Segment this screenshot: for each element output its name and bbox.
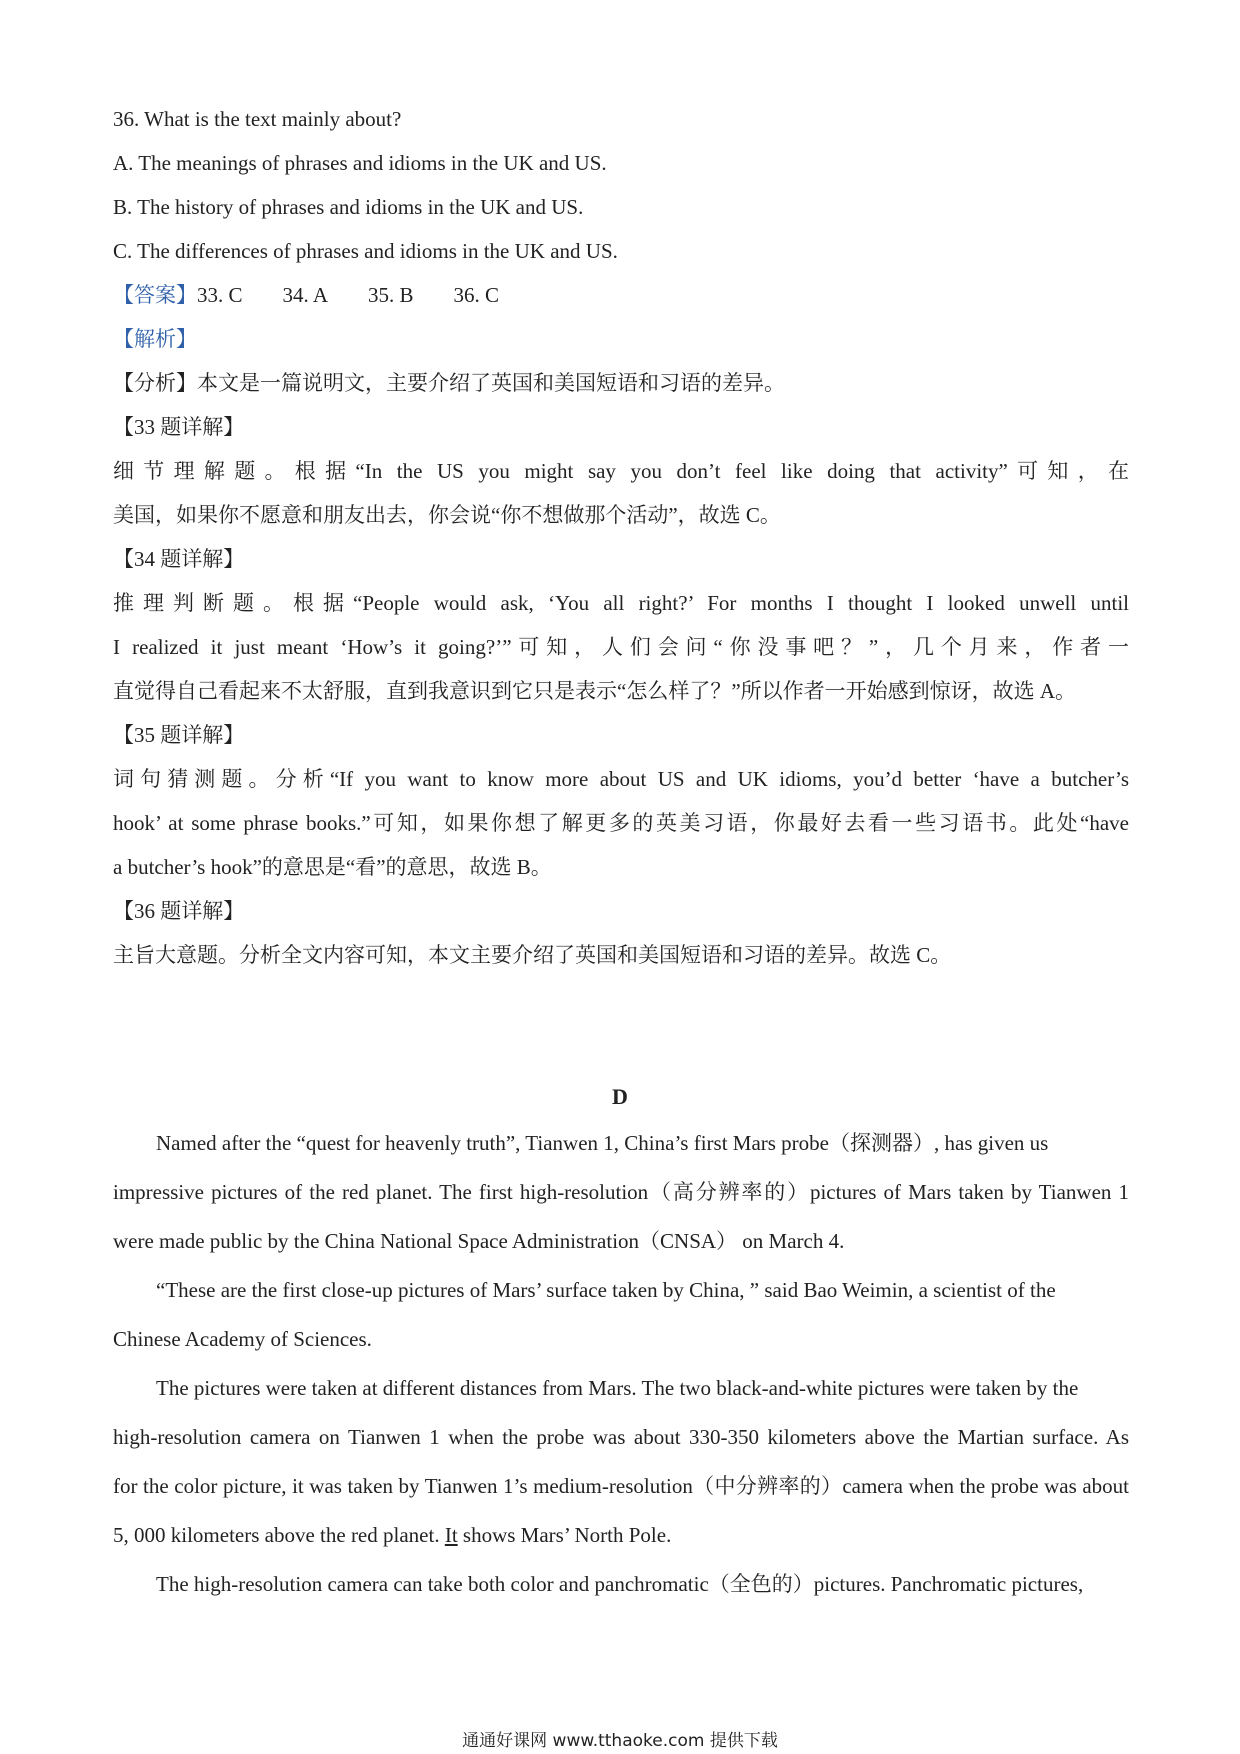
analysis-summary: 【分析】本文是一篇说明文，主要介绍了英国和美国短语和习语的差异。: [113, 371, 785, 395]
q33-title: 【33 题详解】: [113, 415, 245, 439]
passage-p3-line-3: for the color picture, it was taken by Tianwen 1’s medium-resolution（中分辨率的）camera when the probe was about: [113, 1474, 1129, 1498]
passage-p2-line-1: “These are the first close-up pictures of Mars’ surface taken by China, ” said Bao Weimin, a scientist of the: [156, 1278, 1056, 1302]
q35-title: 【35 题详解】: [113, 723, 245, 747]
passage-p1-line-2: impressive pictures of the red planet. The first high-resolution（高分辨率的）pictures of Mars taken by Tianwen 1: [113, 1180, 1129, 1204]
passage-p4-line-1: The high-resolution camera can take both color and panchromatic（全色的）pictures. Panchromatic pictures,: [156, 1572, 1084, 1596]
answer-36: 36. C: [453, 283, 500, 307]
underlined-word-it: It: [444, 1523, 458, 1547]
passage-p3-line-4: [113, 1520, 671, 1550]
q36-title: 【36 题详解】: [113, 899, 245, 923]
q34-line-1: 推理判断题。根据“People would ask, ‘You all right?’ For months I thought I looked unwell until: [113, 591, 1129, 615]
q34-title: 【34 题详解】: [113, 547, 245, 571]
q35-line-1: 词句猜测题。分析“If you want to know more about US and UK idioms, you’d better ‘have a butcher’s: [113, 767, 1129, 791]
q34-line-3: 直觉得自己看起来不太舒服，直到我意识到它只是表示“怎么样了？”所以作者一开始感到惊讶，故选 A。: [113, 679, 1077, 703]
answer-35: 35. B: [368, 283, 414, 307]
page-footer: 通通好课网 www.tthaoke.com 提供下载: [462, 1731, 778, 1751]
option-b: B. The history of phrases and idioms in the UK and US.: [113, 195, 584, 219]
option-c: C. The differences of phrases and idioms in the UK and US.: [113, 239, 618, 263]
question-36-stem: 36. What is the text mainly about?: [113, 107, 402, 131]
q35-line-2: hook’ at some phrase books.”可知，如果你想了解更多的英美习语，你最好去看一些习语书。此处“have: [113, 811, 1129, 835]
answer-33: 33. C: [197, 283, 243, 307]
passage-p2-line-2: Chinese Academy of Sciences.: [113, 1327, 372, 1351]
passage-p3-line-4-end: shows Mars’ North Pole.: [457, 1523, 672, 1547]
passage-p1-line-1: Named after the “quest for heavenly truth”, Tianwen 1, China’s first Mars probe（探测器）, has given us: [156, 1131, 1049, 1155]
passage-p1-line-3: were made public by the China National Space Administration（CNSA） on March 4.: [113, 1229, 845, 1253]
option-a: A. The meanings of phrases and idioms in the UK and US.: [113, 151, 607, 175]
answer-34: 34. A: [282, 283, 329, 307]
section-heading-d: D: [612, 1084, 628, 1109]
analysis-label: 【解析】: [113, 327, 197, 351]
answer-line: [113, 280, 499, 310]
q33-line-2: 美国，如果你不愿意和朋友出去，你会说“你不想做那个活动”，故选 C。: [113, 503, 781, 527]
q36-line-1: 主旨大意题。分析全文内容可知，本文主要介绍了英国和美国短语和习语的差异。故选 C。: [113, 943, 952, 967]
q33-line-1: 细节理解题。根据“In the US you might say you don’t feel like doing that activity”可知，在: [113, 459, 1129, 483]
passage-p3-line-1: The pictures were taken at different distances from Mars. The two black-and-white pictures were taken by the: [156, 1376, 1079, 1400]
passage-p3-line-4-start: 5, 000 kilometers above the red planet.: [113, 1523, 445, 1547]
passage-p3-line-2: high-resolution camera on Tianwen 1 when the probe was about 330-350 kilometers above the Martian surface. As: [113, 1425, 1129, 1449]
answer-label: 【答案】: [113, 283, 197, 307]
q34-line-2: I realized it just meant ‘How’s it going?’”可知，人们会问“你没事吧？”，几个月来，作者一: [113, 635, 1129, 659]
q35-line-3: a butcher’s hook”的意思是“看”的意思，故选 B。: [113, 855, 552, 879]
